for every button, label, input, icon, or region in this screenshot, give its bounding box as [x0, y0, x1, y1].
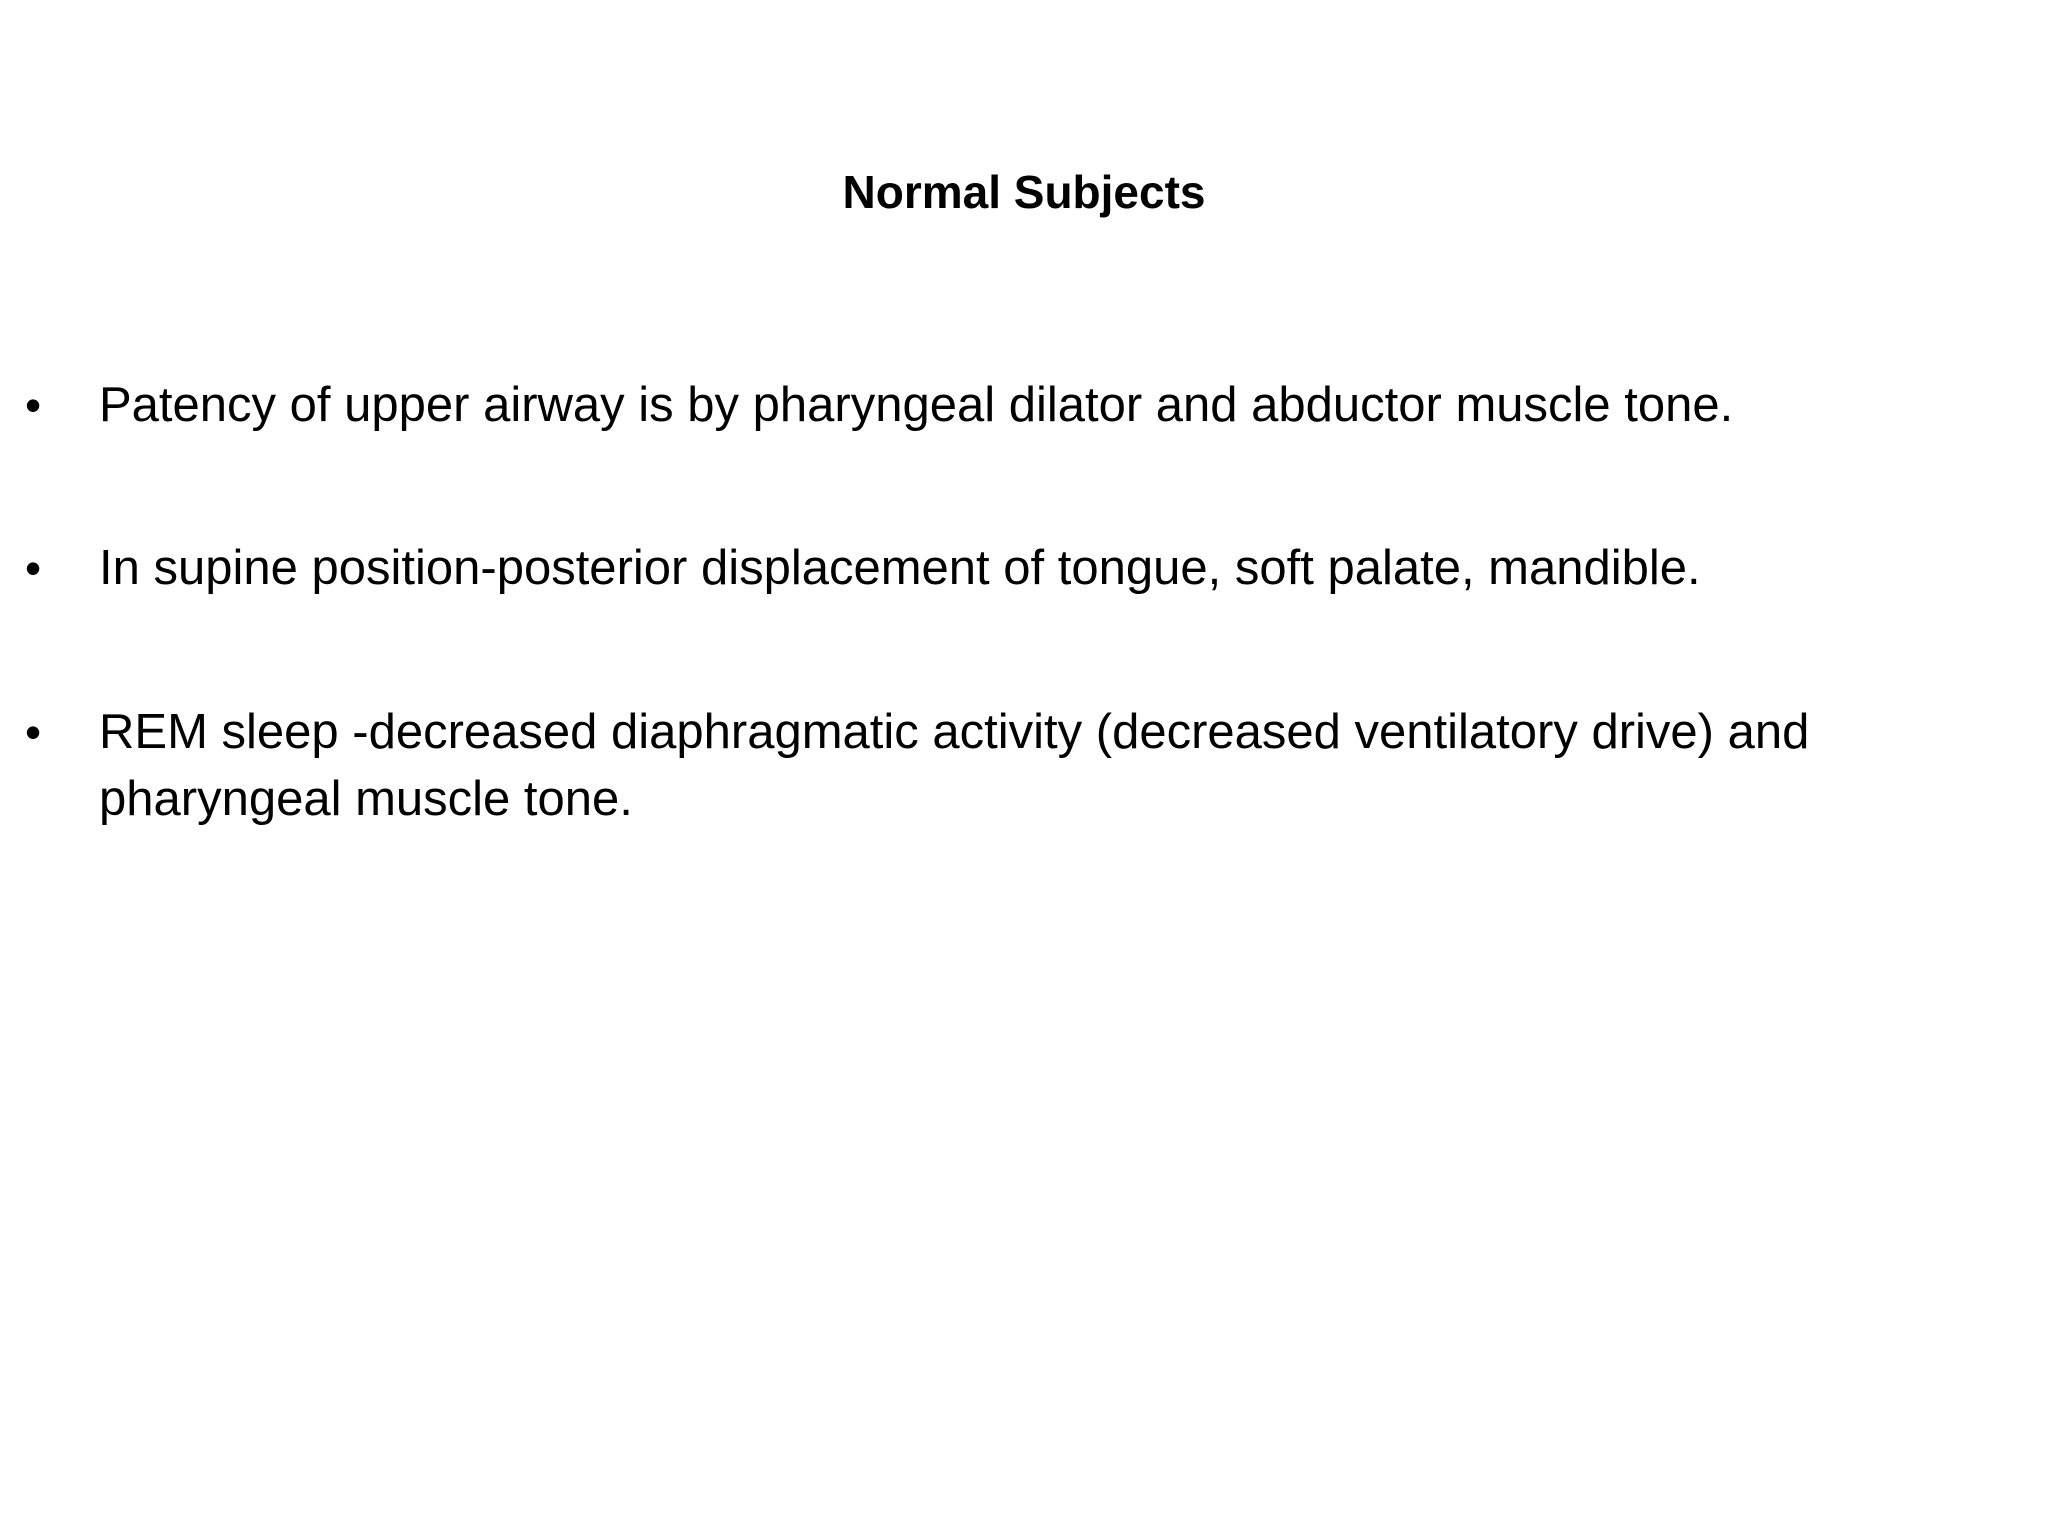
bullet-icon: •	[24, 379, 42, 431]
slide-title: Normal Subjects	[842, 166, 1206, 218]
bullet-text: Patency of upper airway is by pharyngeal dilator and abductor muscle tone.	[99, 378, 1734, 432]
bullet-item-rem-sleep	[0, 699, 2048, 833]
bullet-text: In supine position-posterior displacement of tongue, soft palate, mandible.	[99, 541, 1701, 595]
bullet-text: REM sleep -decreased diaphragmatic activity (decreased ventilatory drive) and pharyngeal muscle tone.	[99, 705, 1810, 826]
bullet-item-supine	[0, 535, 2048, 602]
bullet-icon: •	[24, 706, 42, 758]
bullet-icon: •	[24, 542, 42, 594]
bullet-list	[0, 372, 2048, 929]
bullet-item-patency	[0, 372, 2048, 439]
